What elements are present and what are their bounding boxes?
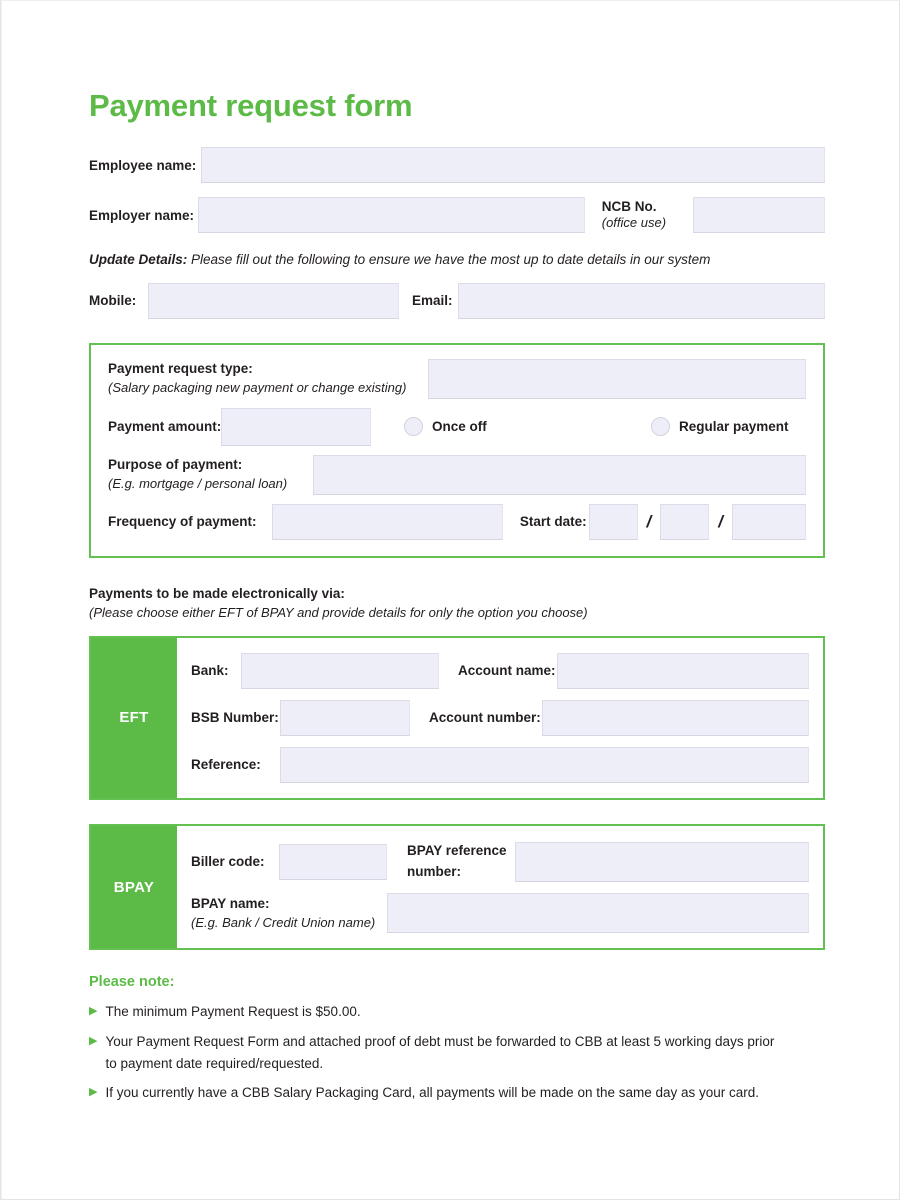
purpose-of-payment-sublabel: (E.g. mortgage / personal loan) (108, 476, 288, 491)
date-separator-1: / (646, 511, 652, 531)
payment-request-type-label: Payment request type: (108, 361, 253, 377)
mobile-label: Mobile: (89, 293, 137, 309)
ncb-number-input[interactable] (693, 197, 825, 233)
purpose-of-payment-input[interactable] (313, 455, 806, 495)
eft-bank-label: Bank: (191, 663, 229, 679)
payment-request-type-row (108, 359, 806, 399)
eft-account-number-label: Account number: (429, 710, 541, 726)
eft-bank-row (191, 653, 809, 689)
ncb-number-sublabel: (office use) (601, 215, 667, 231)
eft-block (89, 636, 825, 800)
radio-once-off-icon[interactable] (404, 417, 423, 436)
frequency-row (108, 504, 806, 540)
bpay-biller-row (191, 841, 809, 883)
employee-name-input[interactable] (201, 147, 825, 183)
payment-amount-row (108, 408, 806, 446)
page-title: Payment request form (89, 88, 413, 123)
update-details-text: Please fill out the following to ensure we have the most up to date details in our system (187, 252, 711, 268)
radio-regular-payment[interactable] (651, 417, 806, 436)
employer-name-label: Employer name: (89, 207, 195, 223)
radio-once-off[interactable] (404, 417, 559, 436)
form-sheet (89, 89, 825, 1112)
radio-regular-payment-label: Regular payment (679, 419, 789, 435)
email-label: Email: (412, 293, 453, 309)
start-date-group (589, 504, 806, 540)
payment-request-type-sublabel: (Salary packaging new payment or change existing) (108, 380, 407, 395)
bpay-name-sublabel: (E.g. Bank / Credit Union name) (191, 914, 376, 930)
please-note-title: Please note: (89, 974, 175, 991)
list-item (89, 1001, 825, 1023)
start-date-day-input[interactable] (589, 504, 638, 540)
list-item (89, 1031, 825, 1076)
bpay-name-label: BPAY name: (191, 896, 270, 912)
employee-name-row (89, 147, 825, 183)
bpay-biller-code-label: Biller code: (191, 854, 265, 870)
bpay-name-label-group (191, 894, 387, 932)
date-separator-2: / (718, 511, 723, 531)
bpay-fields (177, 826, 823, 949)
bpay-name-input[interactable] (387, 893, 809, 933)
start-date-year-input[interactable] (732, 504, 806, 540)
update-details-strong: Update Details: (89, 252, 188, 268)
eft-account-name-label: Account name: (458, 663, 556, 679)
eft-account-name-input[interactable] (557, 653, 809, 689)
email-input[interactable] (458, 283, 825, 319)
bpay-reference-number-label-group (387, 841, 515, 883)
mobile-input[interactable] (148, 283, 399, 319)
bullet-triangle-icon: ▶ (89, 1034, 98, 1047)
eft-tag: EFT (91, 638, 177, 798)
bpay-name-row (191, 893, 809, 933)
bpay-biller-code-input[interactable] (279, 844, 387, 880)
eft-bsb-input[interactable] (280, 700, 410, 736)
purpose-of-payment-row (108, 455, 806, 495)
payment-amount-input[interactable] (221, 408, 371, 446)
eft-reference-label: Reference: (191, 757, 261, 773)
bpay-block (89, 824, 825, 951)
payment-request-type-input[interactable] (428, 359, 806, 399)
frequency-of-payment-label: Frequency of payment: (108, 514, 257, 530)
list-item (89, 1082, 825, 1104)
electronic-heading: Payments to be made electronically via: (89, 585, 345, 601)
update-details-line (89, 251, 825, 269)
bpay-tag: BPAY (91, 826, 177, 949)
eft-bsb-label: BSB Number: (191, 710, 279, 726)
purpose-of-payment-label: Purpose of payment: (108, 457, 243, 473)
eft-bank-input[interactable] (241, 653, 439, 689)
employer-name-row (89, 197, 825, 233)
contact-row (89, 283, 825, 319)
please-note-list (89, 1001, 825, 1104)
ncb-number-label: NCB No. (601, 198, 657, 214)
employer-name-input[interactable] (198, 197, 585, 233)
bpay-reference-number-label: BPAY reference number: (407, 842, 507, 879)
frequency-of-payment-input[interactable] (272, 504, 503, 540)
employee-name-label: Employee name: (89, 157, 197, 173)
eft-reference-row (191, 747, 809, 783)
bpay-reference-number-input[interactable] (515, 842, 809, 882)
eft-account-number-input[interactable] (542, 700, 809, 736)
note-text: If you currently have a CBB Salary Packaging Card, all payments will be made on the same day as your card. (105, 1085, 760, 1101)
ncb-number-label-group (585, 199, 693, 232)
bullet-triangle-icon: ▶ (89, 1086, 98, 1099)
note-text: The minimum Payment Request is $50.00. (105, 1004, 361, 1020)
payment-request-type-label-group (108, 359, 428, 397)
eft-reference-input[interactable] (280, 747, 809, 783)
radio-once-off-label: Once off (432, 419, 487, 435)
bullet-triangle-icon: ▶ (89, 1005, 98, 1018)
radio-regular-payment-icon[interactable] (651, 417, 670, 436)
electronic-subheading: (Please choose either EFT of BPAY and provide details for only the option you choose) (89, 604, 588, 620)
payment-request-panel (89, 343, 825, 558)
eft-bsb-row (191, 700, 809, 736)
purpose-label-group (108, 455, 313, 493)
payment-frequency-radio-group (371, 417, 806, 436)
eft-fields (177, 638, 823, 798)
note-text: Your Payment Request Form and attached proof of debt must be forwarded to CBB at least 5 working days prior to payment date required/requested. (105, 1033, 775, 1072)
payment-amount-label: Payment amount: (108, 419, 222, 435)
start-date-month-input[interactable] (660, 504, 709, 540)
start-date-label: Start date: (519, 514, 587, 530)
